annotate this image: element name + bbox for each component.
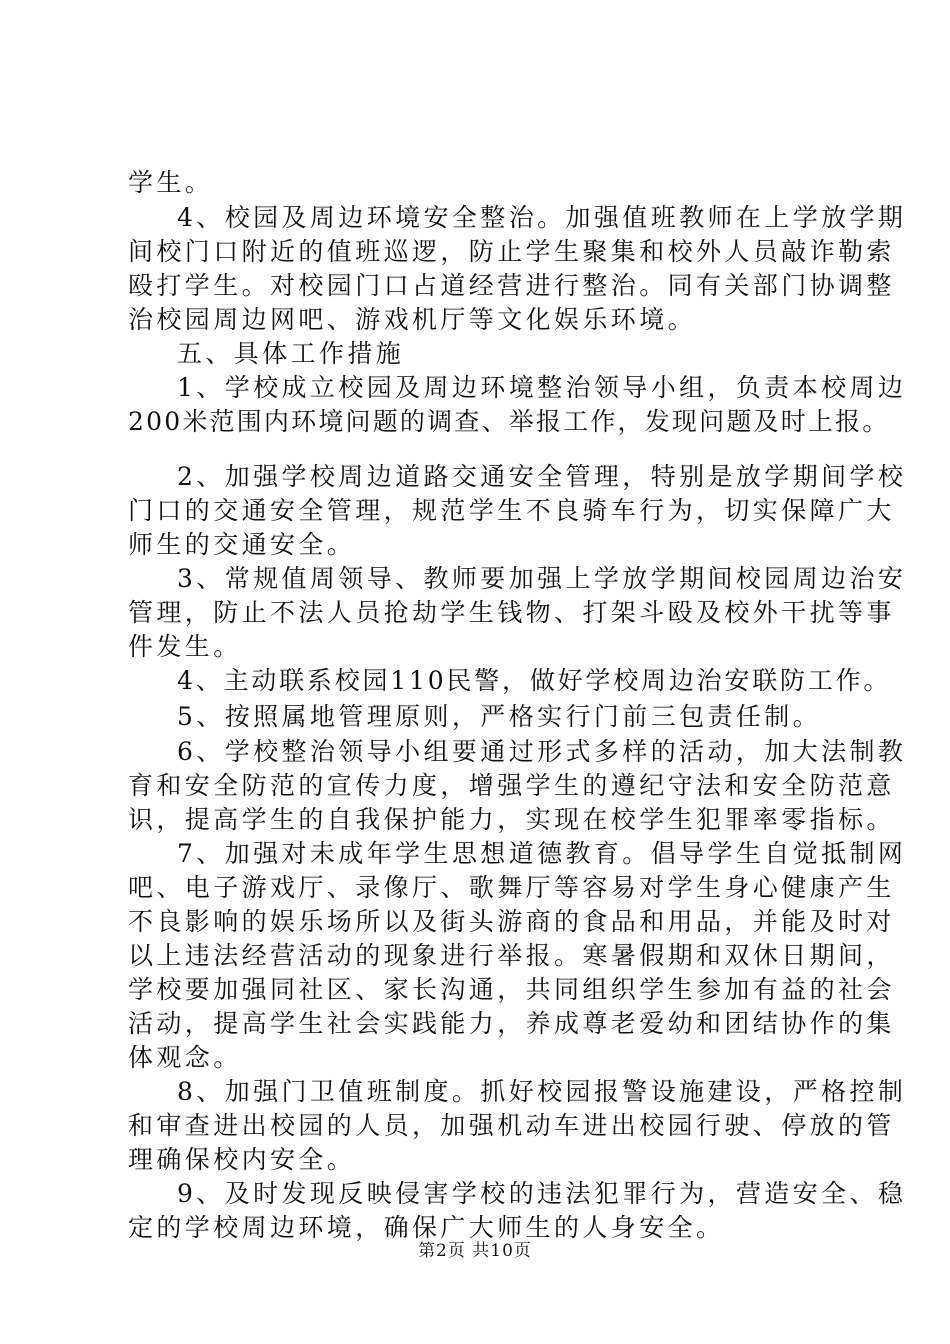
text-line: 殴打学生。对校园门口占道经营进行整治。同有关部门协调整 xyxy=(128,271,895,300)
text-line: 件发生。 xyxy=(128,632,242,661)
text-line: 育和安全防范的宣传力度，增强学生的遵纪守法和安全防范意 xyxy=(128,771,895,800)
text-line: 学生。 xyxy=(128,168,214,197)
text-line: 师生的交通安全。 xyxy=(128,530,356,559)
text-line: 7、加强对未成年学生思想道德教育。倡导学生自觉抵制网 xyxy=(177,839,907,868)
text-line: 定的学校周边环境，确保广大师生的人身安全。 xyxy=(128,1213,725,1242)
text-line: 理确保校内安全。 xyxy=(128,1145,356,1174)
text-line: 管理，防止不法人员抢劫学生钱物、打架斗殴及校外干扰等事 xyxy=(128,598,895,627)
text-line: 6、学校整治领导小组要通过形式多样的活动，加大法制教 xyxy=(177,737,907,766)
text-line: 4、主动联系校园110民警，做好学校周边治安联防工作。 xyxy=(177,666,892,695)
text-line: 和审查进出校园的人员，加强机动车进出校园行驶、停放的管 xyxy=(128,1111,895,1140)
text-line: 4、校园及周边环境安全整治。加强值班教师在上学放学期 xyxy=(177,203,907,232)
text-line: 吧、电子游戏厅、录像厅、歌舞厅等容易对学生身心健康产生 xyxy=(128,873,895,902)
section-heading: 五、具体工作措施 xyxy=(177,339,405,368)
text-line: 活动，提高学生社会实践能力，养成尊老爱幼和团结协作的集 xyxy=(128,1009,895,1038)
text-line: 2、加强学校周边道路交通安全管理，特别是放学期间学校 xyxy=(177,462,907,491)
text-line: 以上违法经营活动的现象进行举报。寒暑假期和双休日期间， xyxy=(128,941,895,970)
text-line: 9、及时发现反映侵害学校的违法犯罪行为，营造安全、稳 xyxy=(177,1179,907,1208)
text-line: 体观念。 xyxy=(128,1043,242,1072)
text-line: 识，提高学生的自我保护能力，实现在校学生犯罪率零指标。 xyxy=(128,805,895,834)
text-line: 5、按照属地管理原则，严格实行门前三包责任制。 xyxy=(177,702,822,731)
text-line: 不良影响的娱乐场所以及街头游商的食品和用品，并能及时对 xyxy=(128,907,895,936)
text-line: 学校要加强同社区、家长沟通，共同组织学生参加有益的社会 xyxy=(128,975,895,1004)
text-line: 治校园周边网吧、游戏机厅等文化娱乐环境。 xyxy=(128,305,697,334)
text-line: 1、学校成立校园及周边环境整治领导小组，负责本校周边 xyxy=(177,373,907,402)
text-line: 8、加强门卫值班制度。抓好校园报警设施建设，严格控制 xyxy=(177,1077,907,1106)
text-line: 间校门口附近的值班巡逻，防止学生聚集和校外人员敲诈勒索 xyxy=(128,237,895,266)
text-line: 3、常规值周领导、教师要加强上学放学期间校园周边治安 xyxy=(177,564,907,593)
text-line: 门口的交通安全管理，规范学生不良骑车行为，切实保障广大 xyxy=(128,496,895,525)
text-line: 200米范围内环境问题的调查、举报工作，发现问题及时上报。 xyxy=(128,407,890,436)
page-footer: 第2页 共10页 xyxy=(418,1241,532,1261)
